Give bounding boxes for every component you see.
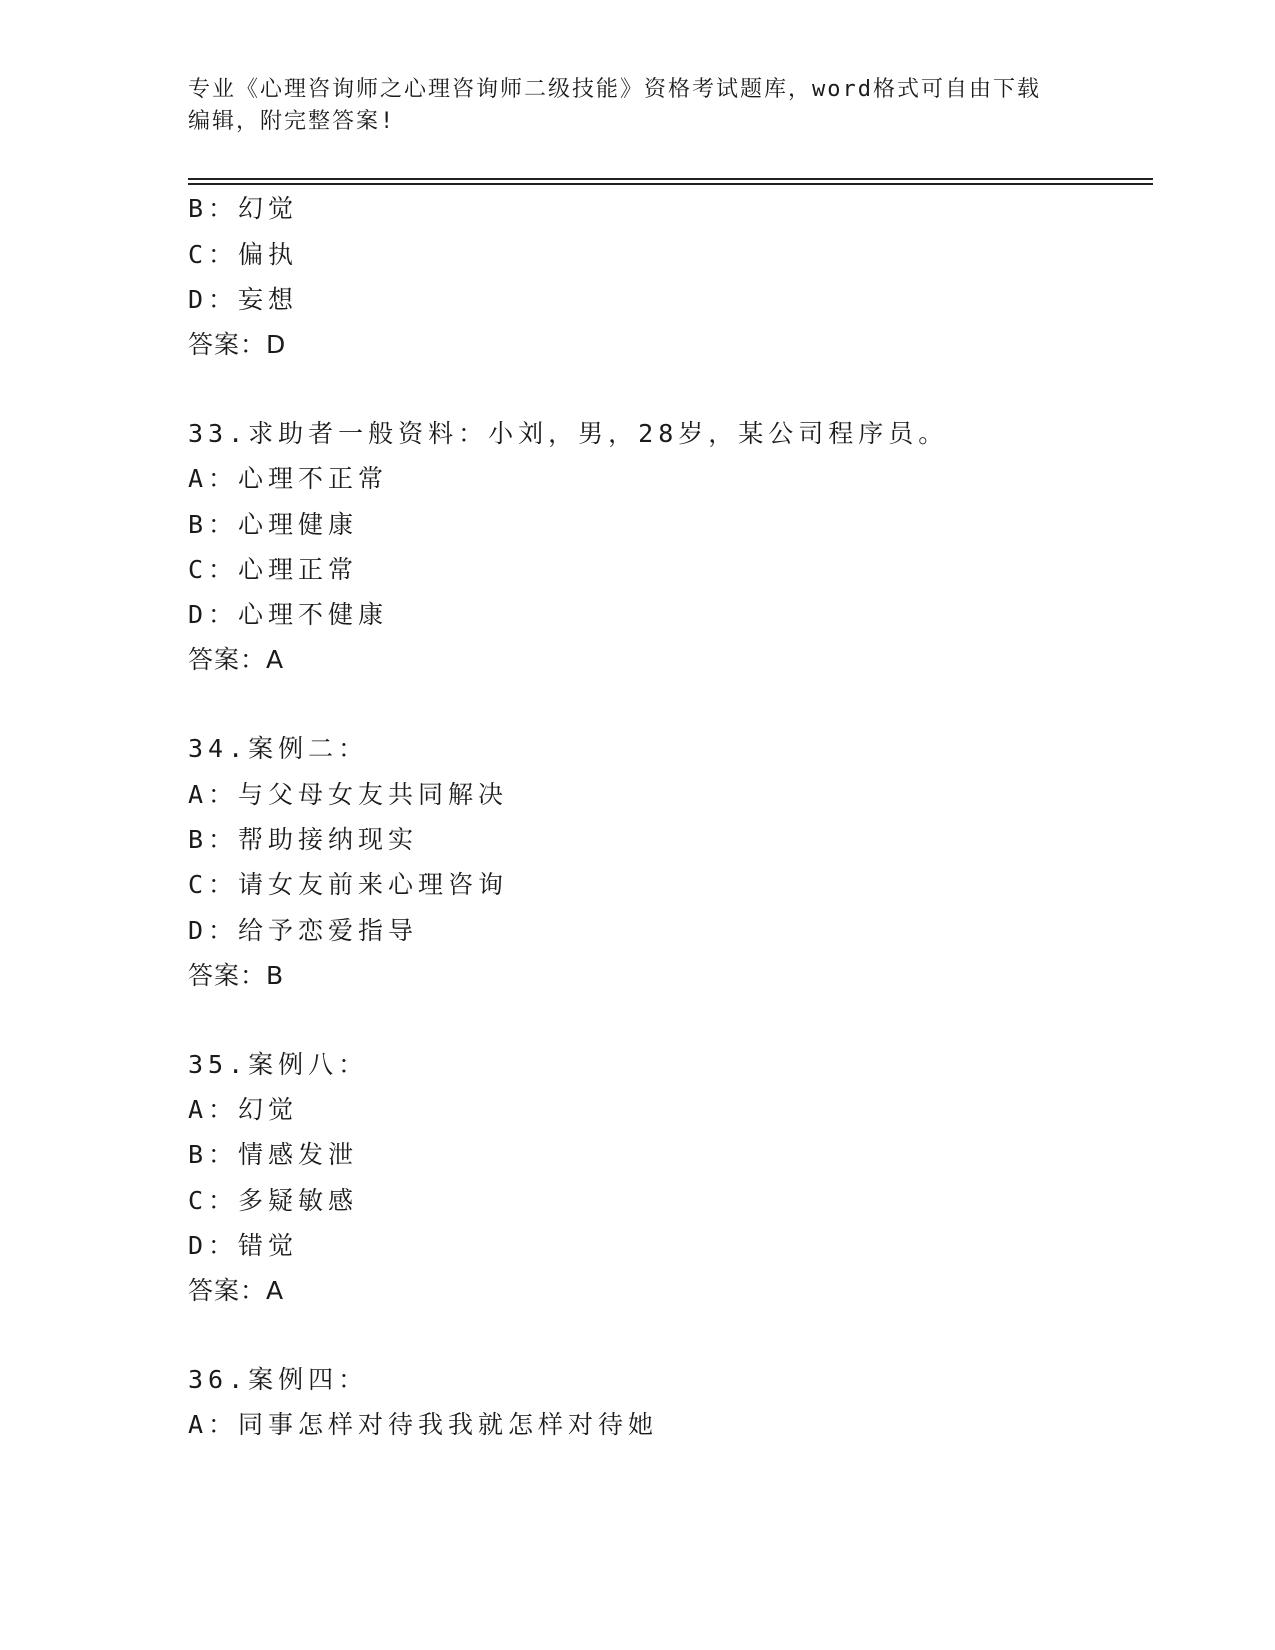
option-b: B：幻觉 — [188, 194, 299, 223]
option-b: B：情感发泄 — [188, 1140, 359, 1169]
option-c: C：偏执 — [188, 240, 299, 269]
option-d: D：给予恋爱指导 — [188, 916, 419, 945]
answer: 答案：A — [188, 645, 285, 674]
answer: 答案：A — [188, 1276, 285, 1305]
option-b: B：心理健康 — [188, 510, 359, 539]
option-d: D：错觉 — [188, 1231, 299, 1260]
option-b: B：帮助接纳现实 — [188, 825, 419, 854]
answer: 答案：D — [188, 330, 287, 359]
option-d: D：心理不健康 — [188, 600, 389, 629]
option-c: C：心理正常 — [188, 555, 359, 584]
question-34: 34.案例二： — [188, 734, 369, 763]
option-c: C：多疑敏感 — [188, 1186, 359, 1215]
question-36: 36.案例四： — [188, 1365, 369, 1394]
option-c: C：请女友前来心理咨询 — [188, 870, 509, 899]
question-33: 33.求助者一般资料：小刘，男，28岁，某公司程序员。 — [188, 419, 949, 448]
option-a: A：与父母女友共同解决 — [188, 780, 509, 809]
document-header — [188, 74, 1068, 138]
option-a: A：同事怎样对待我我就怎样对待她 — [188, 1410, 659, 1439]
header-divider-bottom — [188, 183, 1153, 185]
answer: 答案：B — [188, 961, 285, 990]
header-divider-top — [188, 178, 1153, 180]
question-35: 35.案例八： — [188, 1050, 369, 1079]
option-a: A：幻觉 — [188, 1095, 299, 1124]
header-line-1: 专业《心理咨询师之心理咨询师二级技能》资格考试题库，word格式可自由下载 — [188, 77, 1041, 102]
option-a: A：心理不正常 — [188, 464, 389, 493]
header-line-2: 编辑，附完整答案! — [188, 109, 396, 134]
option-d: D：妄想 — [188, 285, 299, 314]
